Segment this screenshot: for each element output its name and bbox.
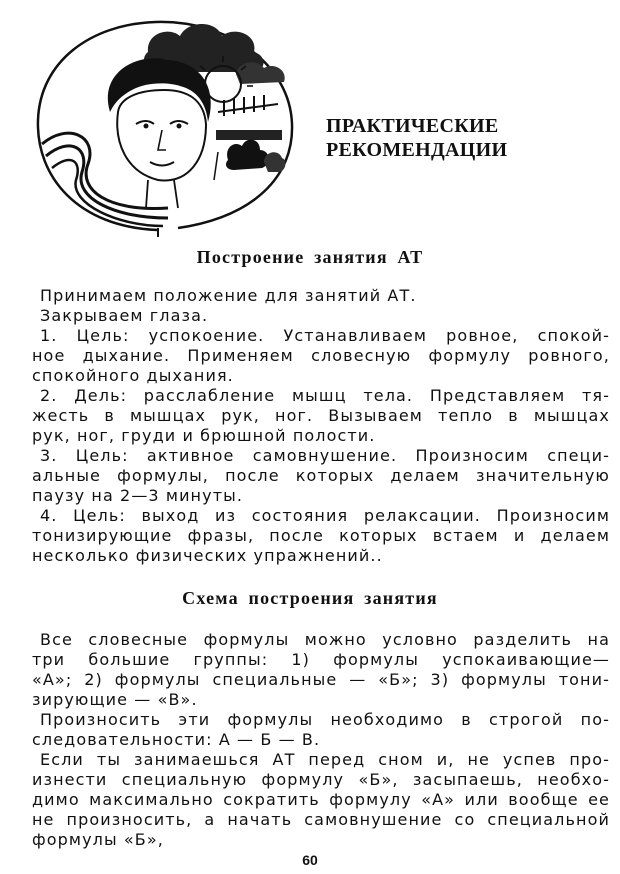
text-line: 2. Дель: расслабление мышц тела. Представляем тя- (40, 386, 610, 405)
text-line: димо максимально сократить формулу «А» или вообще ее (32, 790, 610, 809)
text-line: Закрываем глаза. (40, 306, 209, 325)
text-line: паузу на 2—3 минуты. (32, 486, 244, 505)
chapter-heading (326, 114, 586, 162)
text-line: спокойного дыхания. (32, 366, 234, 385)
text-line: Произносить эти формулы необходимо в строгой по- (40, 710, 610, 729)
text-line: «А»; 2) формулы специальные — «Б»; 3) формулы тони- (32, 670, 610, 689)
text-line: 4. Цель: выход из состояния релаксации. Произносим (40, 506, 610, 525)
text-line: следовательности: А — Б — В. (32, 730, 321, 749)
chapter-heading-line-1: ПРАКТИЧЕСКИЕ (326, 115, 499, 137)
section-title-lesson-structure: Построение занятия АТ (196, 247, 424, 267)
text-line: ное дыхание. Применяем словесную формулу ровного, (32, 346, 610, 365)
section-title-lesson-scheme: Схема построения занятия (182, 588, 438, 608)
text-line: Все словесные формулы можно условно разделить на (40, 630, 610, 649)
page-number: 60 (302, 852, 318, 868)
text-line: 3. Цель: активное самовнушение. Произносим специ- (40, 446, 610, 465)
text-line: 1. Цель: успокоение. Устанавливаем ровное, спокой- (40, 326, 610, 345)
section-1-text (32, 286, 610, 566)
text-line: не произносить, а начать самовнушение со специальной (32, 810, 610, 829)
text-line: Если ты занимаешься АТ перед сном и, не успев про- (40, 750, 610, 769)
text-line: три большие группы: 1) формулы успокаивающие— (32, 650, 610, 669)
text-line: несколько физических упражнений.. (32, 546, 383, 565)
text-line: рук, ног, груди и брюшной полости. (32, 426, 376, 445)
text-line: тонизирующие фразы, после которых встаем и делаем (32, 526, 610, 545)
face-landscape-illustration (28, 12, 298, 237)
text-line: зирующие — «В». (32, 690, 198, 709)
text-line: альные формулы, после которых делаем значительную (32, 466, 610, 485)
text-line: формулы «Б», (32, 830, 164, 849)
chapter-heading-line-2: РЕКОМЕНДАЦИИ (326, 139, 508, 161)
text-line: изнести специальную формулу «Б», засыпаешь, необхо- (32, 770, 610, 789)
section-2-text (32, 630, 610, 850)
text-line: Принимаем положение для занятий АТ. (40, 286, 417, 305)
text-line: жесть в мышцах рук, ног. Вызываем тепло в мышцах (32, 406, 610, 425)
